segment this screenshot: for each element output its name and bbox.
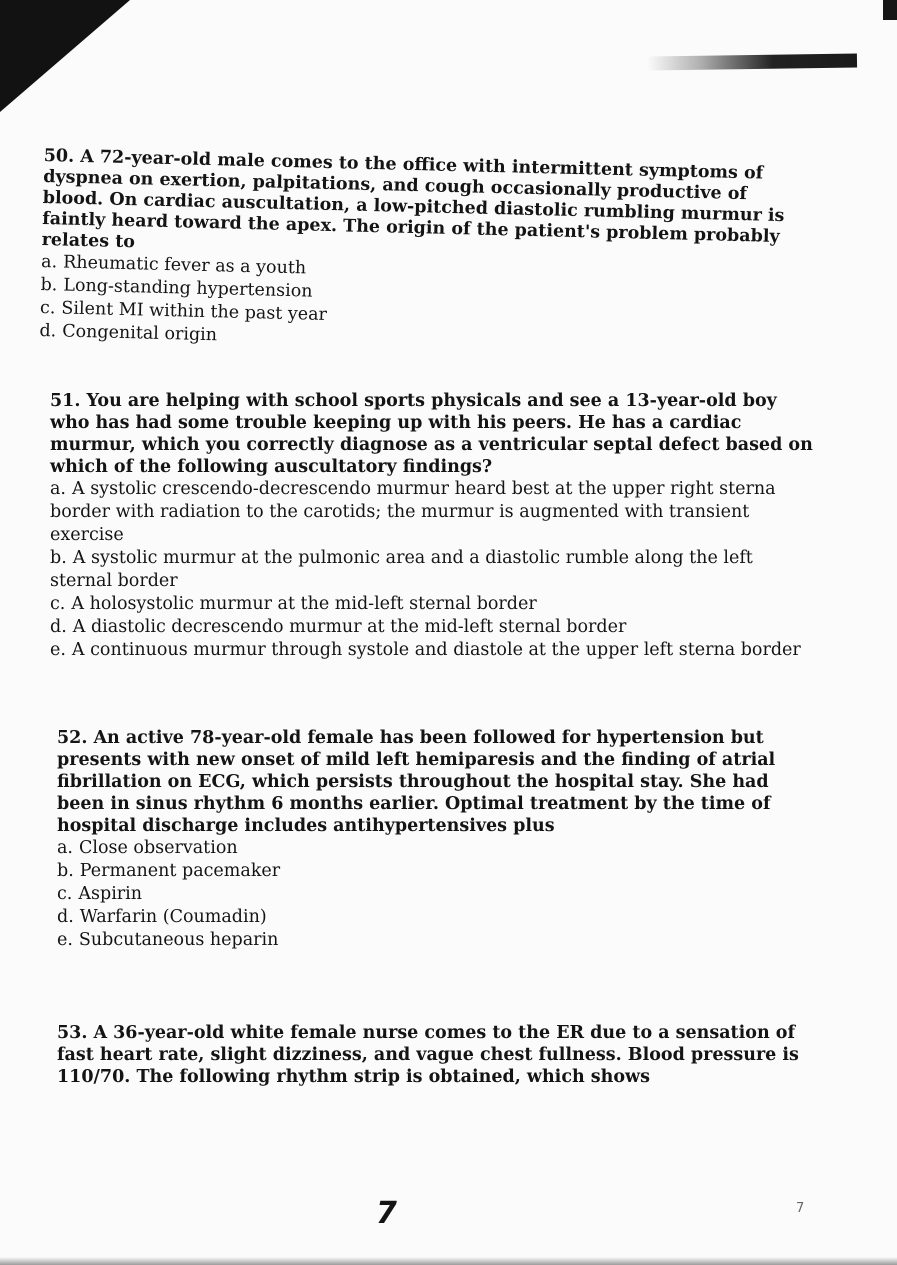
- question-text: A 36-year-old white female nurse comes to the ER due to a sensation of fast heart rate, slight dizziness, and vague chest fullness. Blood pressure is 110/70. The following rhythm strip is obtained, which shows: [57, 1023, 799, 1087]
- question-53: [57, 1022, 817, 1088]
- option-label: b.: [40, 274, 58, 296]
- option-text: Close observation: [79, 838, 238, 858]
- scan-corner-shadow: [0, 0, 130, 112]
- option-text: Long-standing hypertension: [63, 275, 313, 302]
- option-text: A systolic murmur at the pulmonic area and a diastolic rumble along the left sternal border: [50, 548, 753, 591]
- option-label: b.: [50, 548, 67, 568]
- scan-smudge: [647, 54, 857, 71]
- question-51: [50, 390, 820, 662]
- question-number: 53.: [57, 1023, 88, 1043]
- option-label: b.: [57, 861, 74, 881]
- option-text: Aspirin: [78, 884, 143, 904]
- question-number: 52.: [57, 728, 88, 748]
- option-text: Warfarin (Coumadin): [79, 907, 267, 927]
- option-text: A diastolic decrescendo murmur at the mid-left sternal border: [72, 617, 627, 637]
- printed-page-number: 7: [796, 1201, 805, 1216]
- option-label: d.: [57, 907, 74, 927]
- option-label: a.: [57, 838, 73, 858]
- answer-option-e[interactable]: [50, 639, 820, 662]
- question-text: You are helping with school sports physicals and see a 13-year-old boy who has had some trouble keeping up with his peers. He has a cardiac murmur, which you correctly diagnose as a ventricular septal defect based on which of the following auscultatory findings?: [50, 391, 813, 477]
- question-stem: [40, 146, 803, 273]
- option-text: Subcutaneous heparin: [78, 930, 279, 950]
- option-label: c.: [39, 297, 56, 319]
- option-label: d.: [39, 320, 57, 342]
- answer-option-d[interactable]: [50, 616, 820, 639]
- question-number: 50.: [43, 146, 75, 167]
- option-label: c.: [50, 594, 66, 614]
- answer-option-b[interactable]: [57, 860, 817, 883]
- answer-option-c[interactable]: [50, 593, 820, 616]
- scan-bottom-edge: [0, 1257, 897, 1265]
- question-52: [57, 727, 817, 952]
- option-label: e.: [50, 640, 66, 660]
- answer-options: [50, 478, 820, 662]
- option-text: A systolic crescendo-decrescendo murmur heard best at the upper right sterna border with radiation to the carotids; the murmur is augmented with transient exercise: [50, 479, 776, 545]
- question-stem: [57, 727, 817, 837]
- question-50: [39, 146, 804, 362]
- question-stem: [57, 1022, 817, 1088]
- option-label: c.: [57, 884, 73, 904]
- question-number: 51.: [50, 391, 81, 411]
- answer-options: [39, 251, 801, 362]
- option-text: A continuous murmur through systole and diastole at the upper left sterna border: [71, 640, 801, 660]
- question-text: A 72-year-old male comes to the office with intermittent symptoms of dyspnea on exertion, palpitations, and cough occasionally productive of blood. On cardiac auscultation, a low-pitched diastolic rumbling murmur is faintly heard toward the apex. The origin of the patient's problem probably relates to: [41, 146, 785, 253]
- answer-option-c[interactable]: [57, 883, 817, 906]
- option-label: e.: [57, 930, 73, 950]
- option-text: Permanent pacemaker: [79, 861, 281, 881]
- option-text: Congenital origin: [61, 321, 218, 346]
- option-label: d.: [50, 617, 67, 637]
- option-text: A holosystolic murmur at the mid-left sternal border: [71, 594, 537, 614]
- answer-option-a[interactable]: [50, 478, 820, 547]
- question-stem: [50, 390, 820, 478]
- answer-option-b[interactable]: [50, 547, 820, 593]
- option-label: a.: [50, 479, 66, 499]
- answer-options: [57, 837, 817, 952]
- option-label: a.: [40, 251, 58, 273]
- question-text: An active 78-year-old female has been followed for hypertension but presents with new onset of mild left hemiparesis and the finding of atrial fibrillation on ECG, which persists throughout the hospital stay. She had been in sinus rhythm 6 months earlier. Optimal treatment by the time of hospital discharge includes antihypertensives plus: [57, 728, 776, 836]
- answer-option-e[interactable]: [57, 929, 817, 952]
- answer-option-d[interactable]: [57, 906, 817, 929]
- answer-option-a[interactable]: [57, 837, 817, 860]
- option-text: Rheumatic fever as a youth: [62, 252, 307, 279]
- scan-edge-mark: [883, 0, 897, 20]
- handwritten-page-number: 7: [376, 1196, 397, 1231]
- option-text: Silent MI within the past year: [61, 298, 328, 325]
